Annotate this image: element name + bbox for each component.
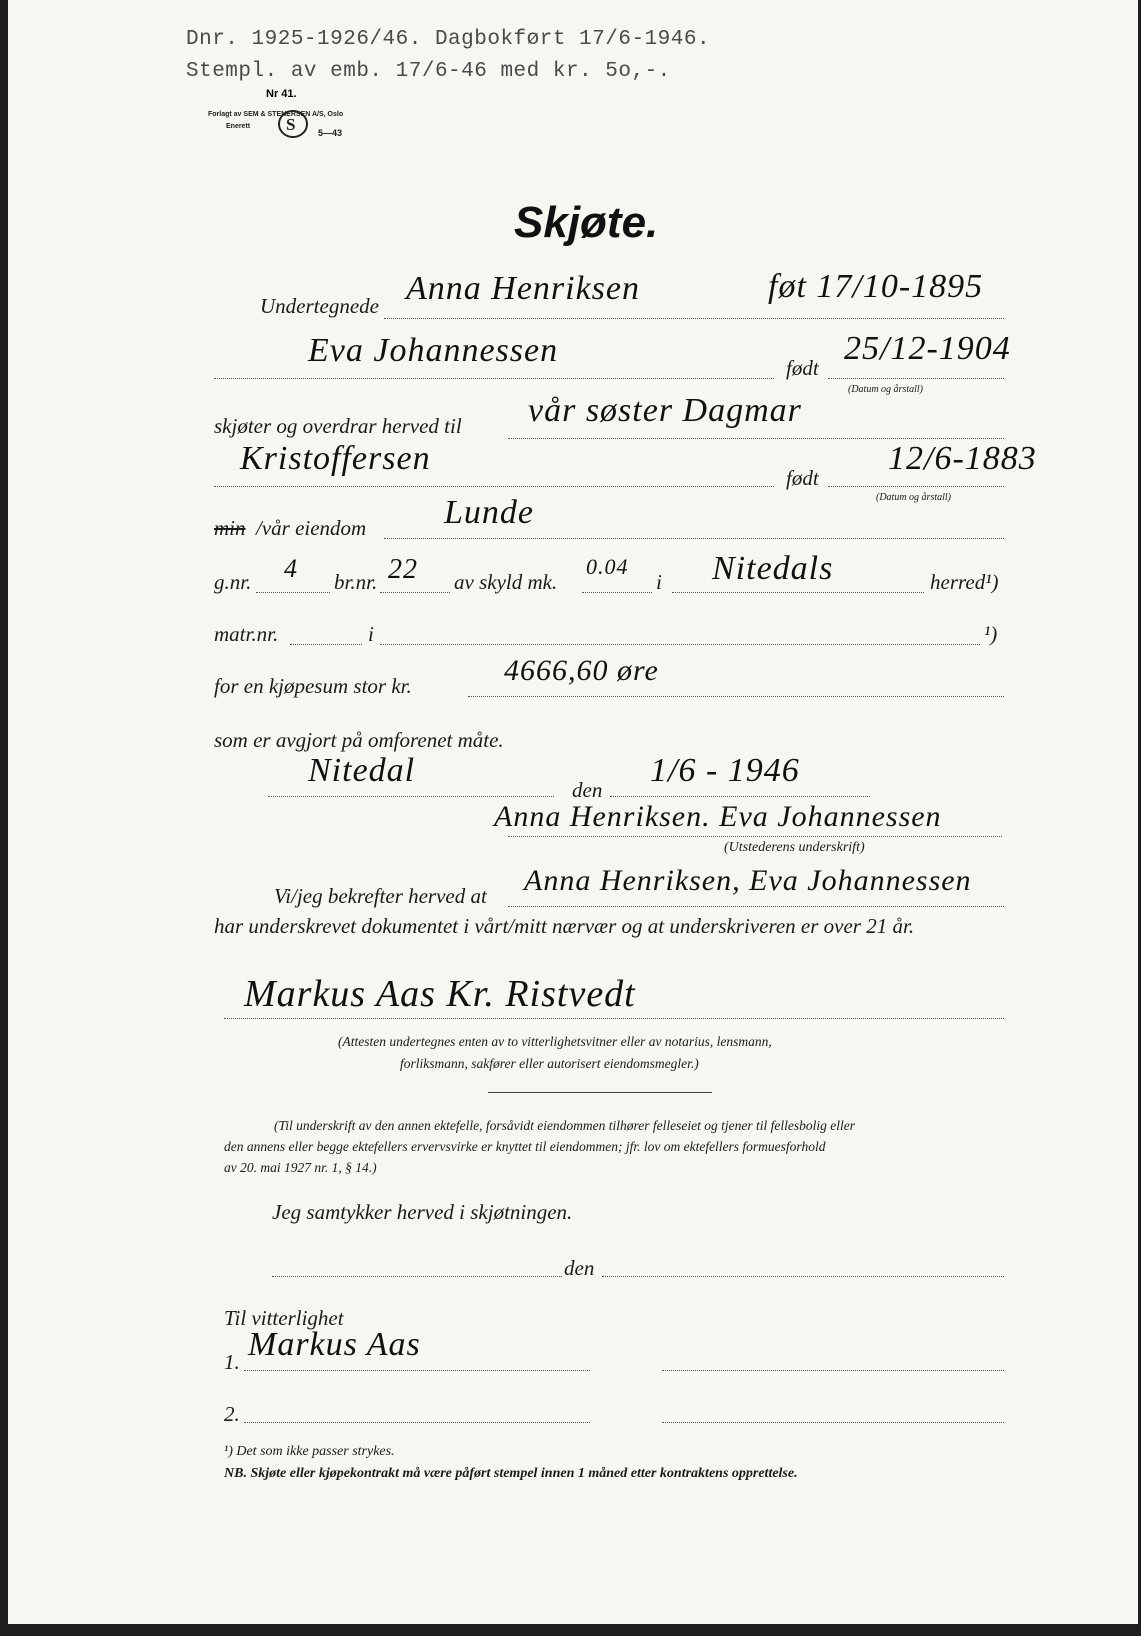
issuer-signatures-handwriting: Anna Henriksen. Eva Johannessen [494,800,942,833]
born-date-line-1 [828,378,1004,379]
born-label-1: født [786,356,819,380]
spouse-note-line1: (Til underskrift av den annen ektefelle, forsåvidt eiendommen tilhører felleseiet og tjener til fellesbolig eller [274,1118,855,1133]
witness-number-1: 1. [224,1350,240,1374]
print-date: 5—43 [318,128,343,138]
witness2-right-line [662,1422,1004,1423]
document-title: Skjøte. [514,198,659,247]
price-line [468,696,1004,697]
grantor2-line [214,378,774,379]
document-page [8,0,1138,1624]
skyld-handwriting: 0.04 [586,554,629,579]
herred-label: herred¹) [930,570,999,594]
gnr-handwriting: 4 [284,554,298,583]
confirm-line [508,906,1004,907]
form-number: Nr 41. [266,88,297,100]
skyld-line [582,592,652,593]
born-date-line-2 [828,486,1004,487]
datum-caption-2: (Datum og årstall) [876,492,951,503]
attest-note-line1: (Attesten undertegnes enten av to vitterlighetsvitner eller av notarius, lensmann, [338,1034,772,1049]
publisher-logo-icon [276,108,310,140]
witness2-line [244,1422,590,1423]
signature-line [508,836,1002,837]
publisher-line: Forlagt av SEM & STENERSEN A/S, Oslo [208,111,344,118]
datum-caption-1: (Datum og årstall) [848,384,923,395]
footnote-1: ¹) Det som ikke passer strykes. [224,1444,395,1459]
witness-signature-line [224,1018,1004,1019]
typed-reference-line: Dnr. 1925-1926/46. Dagbokført 17/6-1946. [186,28,711,51]
matrnr-label: matr.nr. [214,622,279,646]
gnr-label: g.nr. [214,570,252,594]
spouse-note-line2: den annens eller begge ektefellers ervervsvirke er knyttet til eiendommen; jfr. lov om ektefellers formuesforhold [224,1139,826,1154]
grantee2-line [214,486,774,487]
matrnr-line [290,644,362,645]
settled-label: som er avgjort på omforenet måte. [214,728,504,752]
skyld-label: av skyld mk. [454,570,558,594]
i-label: i [656,570,662,594]
matrnr-footnote-mark: ¹) [984,622,998,646]
copyright-label: Enerett [226,123,251,130]
attest-note-line2: forliksmann, sakfører eller autorisert eiendomsmegler.) [400,1056,699,1071]
property-handwriting: Lunde [444,494,534,531]
matrnr-herred-line [380,644,980,645]
confirmed-names-handwriting: Anna Henriksen, Eva Johannessen [524,864,972,897]
brnr-handwriting: 22 [388,554,418,585]
place-line [268,796,554,797]
witness1-line [244,1370,590,1371]
witnesses-handwriting: Markus Aas Kr. Ristvedt [244,973,636,1015]
price-handwriting: 4666,60 øre [504,654,659,687]
herred-handwriting: Nitedals [712,550,834,587]
witness-number-2: 2. [224,1402,240,1426]
grantor1-birth-handwriting: føt 17/10-1895 [768,268,984,305]
section-divider [488,1092,712,1093]
grantor-line [384,318,1004,319]
footnote-2: NB. Skjøte eller kjøpekontrakt må være påført stempel innen 1 måned etter kontraktens opprettelse. [224,1466,798,1481]
born-label-2: født [786,466,819,490]
price-label: for en kjøpesum stor kr. [214,674,412,698]
min-struck-label: min [214,516,246,540]
spouse-note-line3: av 20. mai 1927 nr. 1, § 14.) [224,1160,377,1175]
consent-place-line [272,1276,562,1277]
date-handwriting: 1/6 - 1946 [650,752,800,789]
date-line [610,796,870,797]
confirm-label: Vi/jeg bekrefter herved at [274,884,487,908]
herred-line [672,592,924,593]
gnr-line [256,592,330,593]
svg-text:S: S [286,115,296,134]
grantor-label: Undertegnede [260,294,379,318]
place-handwriting: Nitedal [308,752,416,789]
property-line [384,538,1004,539]
matrnr-i-label: i [368,622,374,646]
consent-statement: Jeg samtykker herved i skjøtningen. [272,1200,573,1224]
grantor1-handwriting: Anna Henriksen [406,270,641,307]
stamp-duty-line: Stempl. av emb. 17/6-46 med kr. 5o,-. [186,60,671,83]
grantee-line [508,438,1004,439]
signed-statement: har underskrevet dokumentet i vårt/mitt nærvær og at underskriveren er over 21 år. [214,914,915,938]
grantee1-handwriting: vår søster Dagmar [528,392,802,429]
brnr-line [380,592,450,593]
grantor2-handwriting: Eva Johannessen [308,332,559,369]
brnr-label: br.nr. [334,570,378,594]
transfer-label: skjøter og overdrar herved til [214,414,462,438]
grantor2-birth-handwriting: 25/12-1904 [844,330,1011,367]
witness1-handwriting: Markus Aas [248,1326,421,1363]
grantee2-handwriting: Kristoffersen [240,440,431,477]
property-label: /vår eiendom [256,516,367,540]
date-label: den [572,778,603,802]
grantee-birth-handwriting: 12/6-1883 [888,440,1037,477]
witness1-right-line [662,1370,1004,1371]
witness-heading: Til vitterlighet [224,1306,344,1330]
issuer-signature-caption: (Utstederens underskrift) [724,840,865,855]
consent-date-line [602,1276,1004,1277]
consent-date-label: den [564,1256,595,1280]
